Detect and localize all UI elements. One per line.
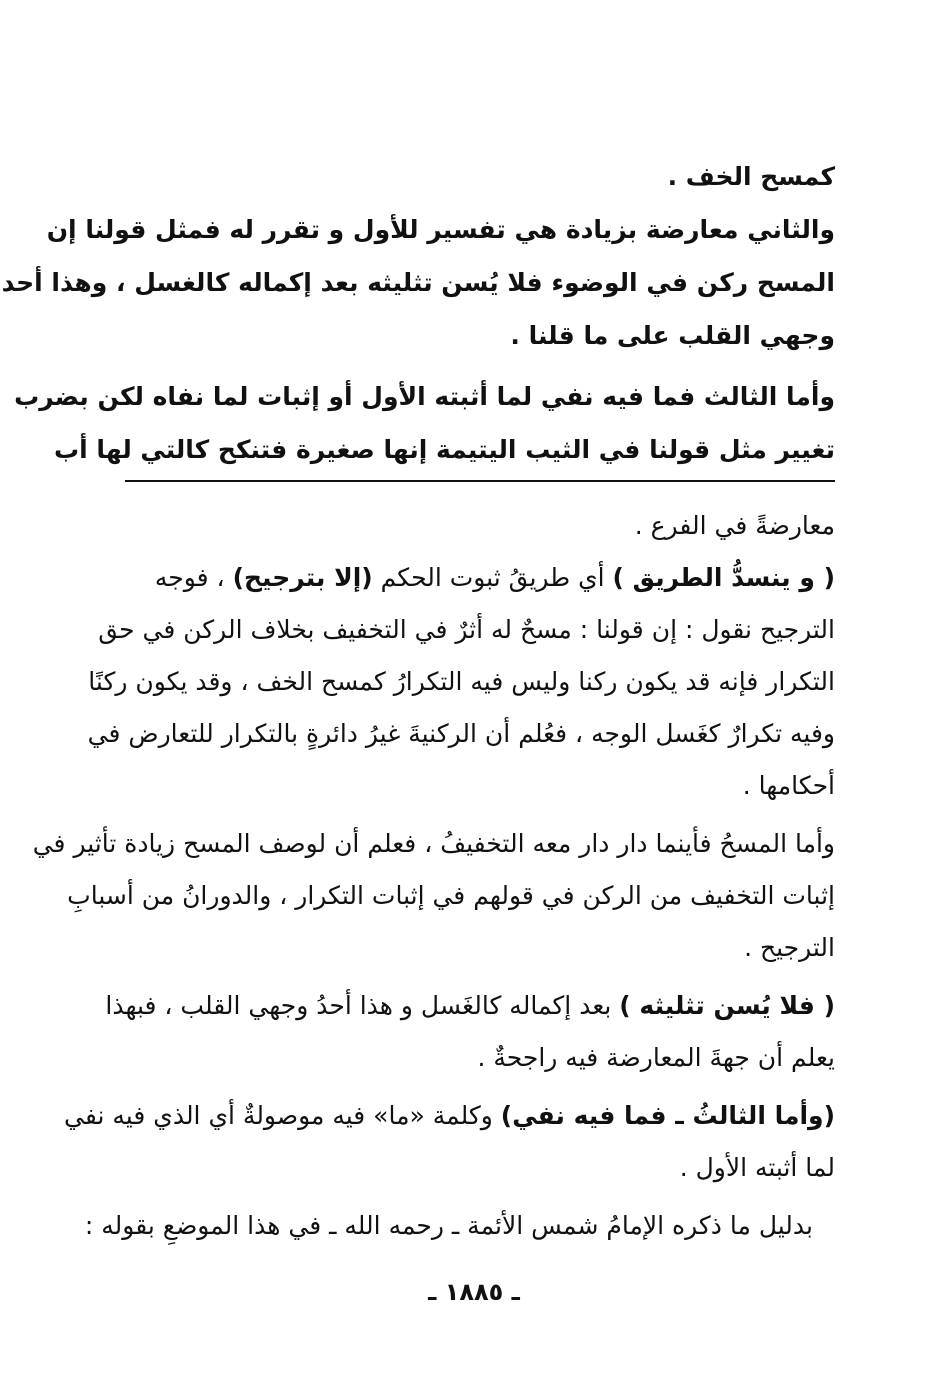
matn-line: تغيير مثل قولنا في الثيب اليتيمة إنها صغيرة فتنكح كالتي لها أب bbox=[54, 435, 835, 464]
sharh-line: معارضةً في الفرع . bbox=[634, 511, 835, 540]
sharh-segment: ، فوجه bbox=[154, 563, 233, 592]
matn-line: والثاني معارضة بزيادة هي تفسير للأول و تقرر له فمثل قولنا إن bbox=[46, 215, 835, 244]
sharh-line: وفيه تكرارٌ كغَسل الوجه ، فعُلم أن الركنيةَ غيرُ دائرةٍ بالتكرار للتعارض في bbox=[87, 719, 835, 748]
sharh-line: وأما المسحُ فأينما دار دار معه التخفيفُ ، فعلم أن لوصف المسح زيادة تأثير في bbox=[32, 829, 835, 858]
matn-line: وجهي القلب على ما قلنا . bbox=[510, 321, 835, 350]
matn-quote: (وأما الثالثُ ـ فما فيه نفي) bbox=[500, 1101, 835, 1130]
sharh-line: إثبات التخفيف من الركن في قولهم في إثبات التكرار ، والدورانُ من أسبابِ bbox=[67, 881, 835, 910]
page-number: ـ ١٨٨٥ ـ bbox=[428, 1278, 520, 1306]
sharh-segment: وكلمة «ما» فيه موصولةٌ أي الذي فيه نفي bbox=[64, 1101, 501, 1130]
sharh-text bbox=[32, 500, 835, 1252]
matn-line: كمسح الخف . bbox=[667, 162, 835, 191]
sharh-line bbox=[64, 1090, 835, 1142]
sharh-line: التكرار فإنه قد يكون ركنا وليس فيه التكرارُ كمسح الخف ، وقد يكون ركنًا bbox=[88, 667, 835, 696]
matn-quote: (إلا بترجيح) bbox=[232, 563, 373, 592]
matn-quote: ( فلا يُسن تثليثه ) bbox=[619, 991, 835, 1020]
sharh-line: يعلم أن جهةَ المعارضة فيه راجحةٌ . bbox=[477, 1043, 835, 1072]
sharh-segment: بعد إكماله كالغَسل و هذا أحدُ وجهي القلب ، فبهذا bbox=[105, 991, 620, 1020]
separator-line bbox=[125, 480, 835, 482]
matn-text bbox=[1, 150, 835, 476]
sharh-line bbox=[125, 552, 835, 604]
matn-line: المسح ركن في الوضوء فلا يُسن تثليثه بعد إكماله كالغسل ، وهذا أحد bbox=[1, 268, 835, 297]
matn-quote: ( و ينسدُّ الطريق ) bbox=[612, 563, 835, 592]
sharh-line: أحكامها . bbox=[742, 771, 835, 800]
sharh-line: الترجيح . bbox=[744, 933, 835, 962]
sharh-line: لما أثبته الأول . bbox=[679, 1153, 835, 1182]
sharh-line: بدليل ما ذكره الإمامُ شمس الأئمة ـ رحمه الله ـ في هذا الموضعِ بقوله : bbox=[84, 1211, 813, 1240]
sharh-line: الترجيح نقول : إن قولنا : مسحٌ له أثرٌ في التخفيف بخلاف الركن في حق bbox=[98, 615, 835, 644]
sharh-segment: أي طريقُ ثبوت الحكم bbox=[372, 563, 613, 592]
sharh-line bbox=[105, 980, 835, 1032]
matn-line: وأما الثالث فما فيه نفي لما أثبته الأول أو إثبات لما نفاه لكن بضرب bbox=[14, 382, 835, 411]
